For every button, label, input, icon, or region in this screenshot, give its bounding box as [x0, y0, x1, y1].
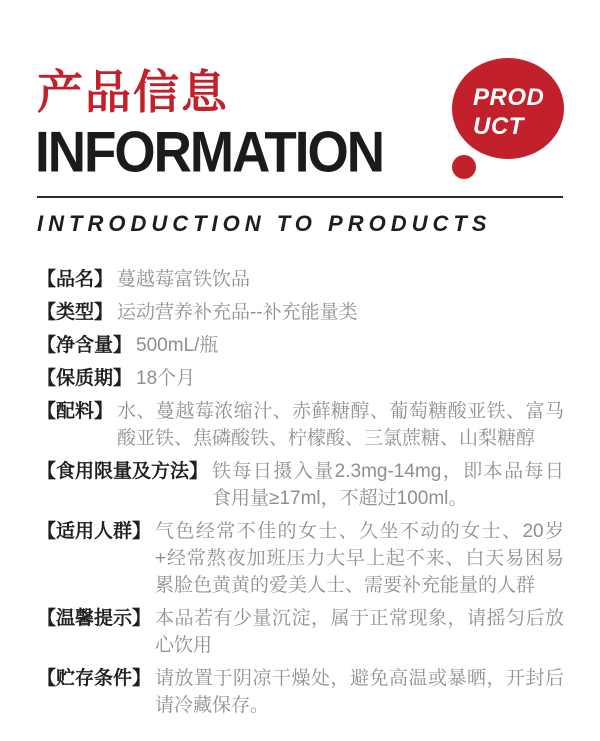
field-label: 【贮存条件】: [37, 668, 152, 689]
field-value: 500mL/瓶: [136, 335, 219, 356]
product-field-row: [37, 605, 564, 659]
field-label: 【适用人群】: [37, 521, 152, 542]
field-label: 【食用限量及方法】: [37, 461, 209, 482]
field-value: 水、蔓越莓浓缩汁、赤藓糖醇、葡萄糖酸亚铁、富马酸亚铁、焦磷酸铁、柠檬酸、三氯蔗糖、山梨糖醇: [117, 401, 564, 449]
section-subtitle: INTRODUCTION TO PRODUCTS: [37, 211, 492, 236]
product-fields: [37, 266, 564, 725]
product-field-row: [37, 518, 564, 599]
field-value: 运动营养补充品--补充能量类: [117, 302, 358, 323]
badge-line-1: PROD: [473, 84, 545, 111]
field-value: 18个月: [136, 368, 196, 389]
divider-line: [37, 196, 563, 198]
field-value: 气色经常不佳的女士、久坐不动的女士、20岁+经常熬夜加班压力大早上起不来、白天易困易累脸色黄黄的爱美人士、需要补充能量的人群: [155, 521, 564, 596]
product-field-row: [37, 299, 564, 326]
product-field-row: [37, 398, 564, 452]
badge-dot-icon: [452, 155, 476, 179]
field-label: 【品名】: [37, 269, 114, 290]
field-label: 【净含量】: [37, 335, 133, 356]
product-field-row: [37, 458, 564, 512]
field-label: 【保质期】: [37, 368, 133, 389]
product-field-row: [37, 332, 564, 359]
field-value: 请放置于阴凉干燥处，避免高温或暴晒，开封后请冷藏保存。: [155, 668, 564, 716]
field-label: 【配料】: [37, 401, 114, 422]
product-badge-circle: [452, 58, 564, 159]
page-title-chinese: 产品信息: [37, 66, 229, 118]
product-field-row: [37, 665, 564, 719]
page-title-english: INFORMATION: [35, 120, 383, 185]
field-value: 蔓越莓富铁饮品: [117, 269, 251, 290]
field-value: 铁每日摄入量2.3mg-14mg，即本品每日食用量≥17ml，不超过100ml。: [212, 461, 564, 509]
product-field-row: [37, 266, 564, 293]
product-field-row: [37, 365, 564, 392]
field-value: 本品若有少量沉淀，属于正常现象，请摇匀后放心饮用: [155, 608, 564, 656]
field-label: 【类型】: [37, 302, 114, 323]
field-label: 【温馨提示】: [37, 608, 152, 629]
badge-line-2: UCT: [473, 113, 524, 140]
product-badge-label: [473, 83, 544, 141]
